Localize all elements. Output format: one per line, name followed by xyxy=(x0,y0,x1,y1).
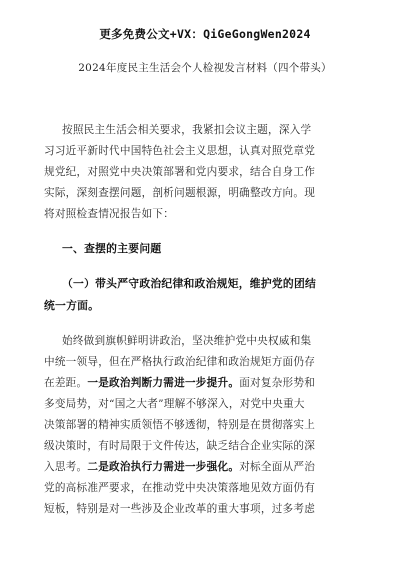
intro-line-1: 按照民主生活会相关要求，我紧扣会议主题，深入学 xyxy=(62,124,312,136)
subsection-heading-line-2: 统一方面。 xyxy=(44,299,100,312)
body-line-8: 党的高标准严要求，在推动党中央决策落地见效方面仍有 xyxy=(44,482,316,494)
body-line-4: 多变局势，对“国之大者”理解不够深入，对党中央重大 xyxy=(44,398,305,410)
promo-header: 更多免费公文+VX：QiGeGongWen2024 xyxy=(99,27,311,41)
section-heading: 一、查摆的主要问题 xyxy=(62,242,162,255)
body-line-2: 中统一领导，但在严格执行政治纪律和政治规矩方面仍存 xyxy=(44,356,316,368)
intro-line-2: 习习近平新时代中国特色社会主义思想，认真对照党章党 xyxy=(44,145,316,157)
document-title: 2024年度民主生活会个人检视发言材料（四个带头） xyxy=(78,62,332,74)
body-line-1: 始终做到旗帜鲜明讲政治，坚决维护党中央权威和集 xyxy=(62,335,312,347)
body-line-7-post: 对标全面从严治 xyxy=(239,461,316,473)
body-line-3-pre: 在差距。 xyxy=(44,377,88,389)
body-line-7-pre: 入思考。 xyxy=(44,461,88,473)
subsection-heading-line-1: （一）带头严守政治纪律和政治规矩，维护党的团结 xyxy=(62,277,317,290)
intro-line-3: 规党纪，对照党中央决策部署和党内要求，结合自身工作 xyxy=(44,166,316,178)
body-line-3 xyxy=(44,375,315,390)
point-one-heading: 一是政治判断力需进一步提升。 xyxy=(87,377,240,389)
point-two-heading: 二是政治执行力需进一步强化。 xyxy=(87,461,240,473)
body-line-5: 决策部署的精神实质领悟不够透彻，特别是在贯彻落实上 xyxy=(44,419,316,431)
body-line-7 xyxy=(44,459,315,474)
body-line-3-post: 面对复杂形势和 xyxy=(239,377,316,389)
body-line-9: 短板，特别是对一些涉及企业改革的重大事项，过多考虑 xyxy=(44,503,316,515)
body-line-6: 级决策时，有时局限于文件传达，缺乏结合企业实际的深 xyxy=(44,440,316,452)
intro-line-4: 实际，深刻查摆问题，剖析问题根源，明确整改方向。现 xyxy=(44,187,316,199)
intro-line-5: 将对照检查情况报告如下： xyxy=(44,208,175,220)
